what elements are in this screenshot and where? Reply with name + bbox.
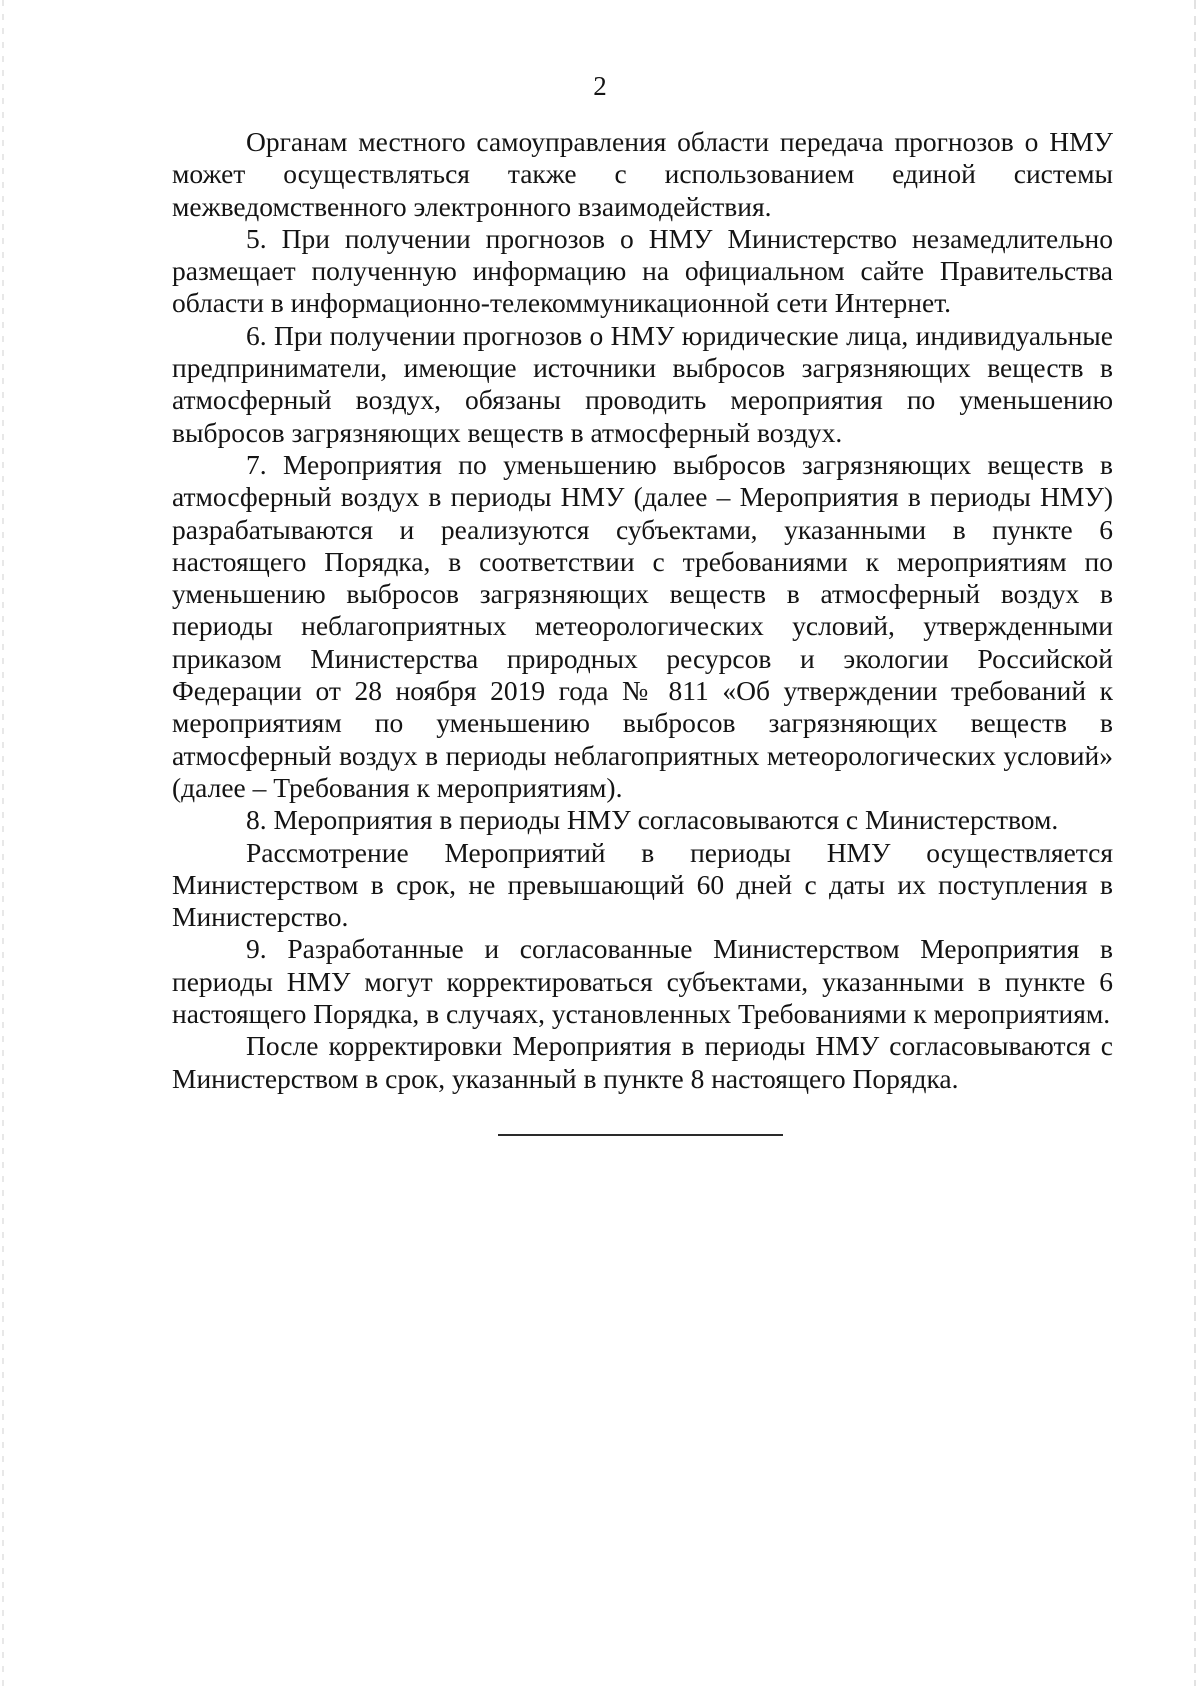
closing-divider-line [498,1134,783,1136]
scan-edge-left [2,0,4,1686]
paragraph-item-7: 7. Мероприятия по уменьшению выбросов загрязняющих веществ в атмосферный воздух в периоды НМУ (далее – Мероприятия в периоды НМУ) разрабатываются и реализуются субъектами, указанными в пункте 6 настоящего Порядка, в соответствии с требованиями к мероприятиям по уменьшению выбросов загрязняющих веществ в атмосферный воздух в периоды неблагоприятных метеорологических условий, утвержденными приказом Министерства природных ресурсов и экологии Российской Федерации от 28 ноября 2019 года № 811 «Об утверждении требований к мероприятиям по уменьшению выбросов загрязняющих веществ в атмосферный воздух в периоды неблагоприятных метеорологических условий» (далее – Требования к мероприятиям). [172,448,1113,803]
paragraph-after-correction: После корректировки Мероприятия в периоды НМУ согласовываются с Министерством в срок, указанный в пункте 8 настоящего Порядка. [172,1030,1113,1094]
paragraph-item-9: 9. Разработанные и согласованные Министерством Мероприятия в периоды НМУ могут корректироваться субъектами, указанными в пункте 6 настоящего Порядка, в случаях, установленных Требованиями к мероприятиям. [172,933,1113,1030]
paragraph-item-5: 5. При получении прогнозов о НМУ Министерство незамедлительно размещает полученную информацию на официальном сайте Правительства области в информационно-телекоммуникационной сети Интернет. [172,222,1113,319]
paragraph-local-government: Органам местного самоуправления области передача прогнозов о НМУ может осуществляться также с использованием единой системы межведомственного электронного взаимодействия. [172,126,1113,222]
scan-edge-right [1194,0,1196,1686]
paragraph-item-8: 8. Мероприятия в периоды НМУ согласовываются с Министерством. [246,804,1059,836]
paragraph-item-6: 6. При получении прогнозов о НМУ юридические лица, индивидуальные предприниматели, имеющие источники выбросов загрязняющих веществ в атмосферный воздух, обязаны проводить мероприятия по уменьшению выбросов загрязняющих веществ в атмосферный воздух. [172,319,1113,448]
page-number: 2 [593,71,607,101]
paragraph-review-term: Рассмотрение Мероприятий в периоды НМУ осуществляется Министерством в срок, не превышающий 60 дней с даты их поступления в Министерство. [172,836,1113,933]
document-body [172,126,1113,1095]
